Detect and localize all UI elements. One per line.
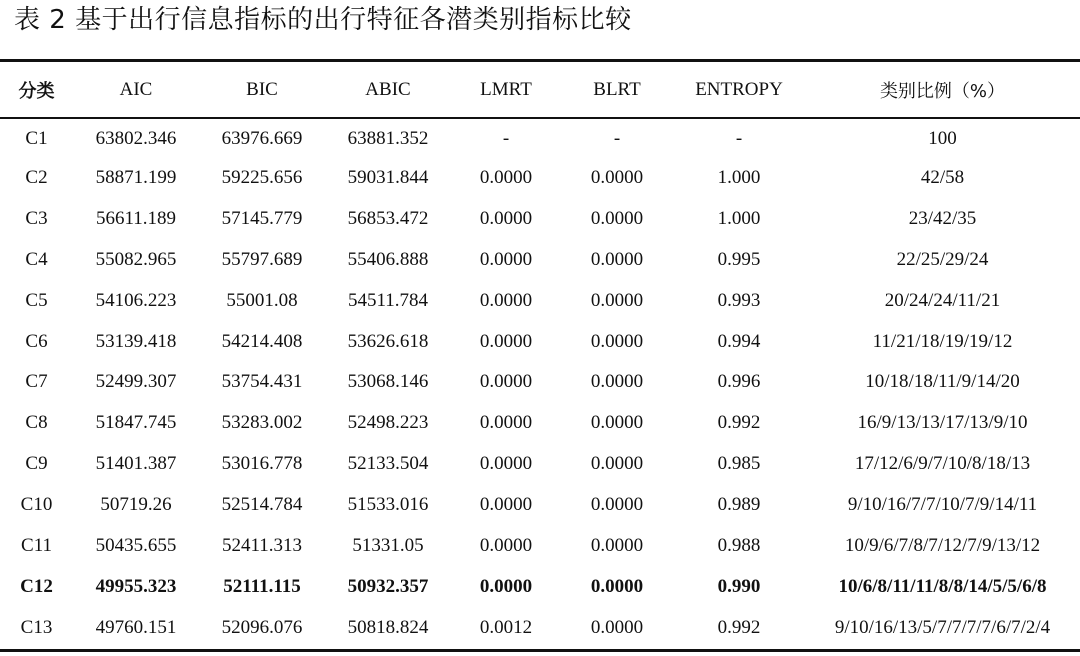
cell-blrt: 0.0000 (590, 534, 644, 556)
cell-aic: 52499.307 (95, 371, 177, 393)
header-class: 分类 (18, 80, 55, 102)
cell-abic: 52498.223 (347, 412, 429, 434)
cell-entropy: 1.000 (717, 208, 761, 230)
cell-lmrt: 0.0000 (479, 330, 533, 352)
table-header-row (0, 62, 1080, 117)
table-row (0, 485, 1080, 526)
cell-entropy: 0.993 (717, 289, 761, 311)
cell-abic: 53626.618 (347, 330, 429, 352)
cell-abic: 53068.146 (347, 371, 429, 393)
cell-lmrt: 0.0000 (479, 412, 533, 434)
cell-class: C11 (21, 534, 52, 556)
cell-blrt: 0.0000 (590, 208, 644, 230)
table-row (0, 240, 1080, 281)
cell-bic: 53754.431 (221, 371, 303, 393)
cell-abic: 55406.888 (347, 248, 429, 270)
header-abic: ABIC (365, 78, 411, 100)
cell-class: C10 (20, 494, 53, 516)
cell-blrt: 0.0000 (590, 167, 644, 189)
cell-abic: 52133.504 (347, 453, 429, 475)
cell-bic: 52096.076 (221, 616, 303, 638)
cell-bic: 52411.313 (221, 534, 303, 556)
cell-entropy: 1.000 (717, 167, 761, 189)
header-bic: BIC (246, 78, 278, 100)
cell-entropy: 0.992 (717, 616, 761, 638)
cell-lmrt: 0.0000 (479, 208, 533, 230)
cell-class: C13 (20, 616, 53, 638)
cell-lmrt: - (502, 127, 510, 149)
cell-blrt: 0.0000 (590, 289, 644, 311)
cell-abic: 63881.352 (347, 127, 429, 149)
cell-abic: 54511.784 (347, 289, 429, 311)
cell-abic: 51331.05 (352, 534, 424, 556)
cell-class-proportion: 11/21/18/19/19/12 (872, 330, 1013, 352)
latent-class-comparison-table (0, 62, 1080, 648)
table-row (0, 566, 1080, 607)
cell-class: C1 (25, 127, 48, 149)
table-row (0, 607, 1080, 648)
cell-class: C8 (25, 412, 48, 434)
cell-aic: 56611.189 (95, 208, 177, 230)
cell-bic: 59225.656 (221, 167, 303, 189)
cell-abic: 51533.016 (347, 494, 429, 516)
cell-bic: 55797.689 (221, 248, 303, 270)
cell-entropy: 0.989 (717, 494, 761, 516)
cell-aic: 49955.323 (95, 575, 177, 597)
header-class-proportion: 类别比例（%） (879, 80, 1006, 102)
cell-class: C3 (25, 208, 48, 230)
cell-lmrt: 0.0000 (479, 575, 533, 597)
cell-abic: 59031.844 (347, 167, 429, 189)
cell-class-proportion: 42/58 (920, 167, 965, 189)
table-row (0, 321, 1080, 362)
header-blrt: BLRT (593, 78, 641, 100)
cell-lmrt: 0.0000 (479, 248, 533, 270)
cell-class-proportion: 22/25/29/24 (896, 248, 989, 270)
cell-lmrt: 0.0000 (479, 453, 533, 475)
cell-entropy: 0.994 (717, 330, 761, 352)
cell-blrt: 0.0000 (590, 616, 644, 638)
cell-aic: 55082.965 (95, 248, 177, 270)
cell-class-proportion: 100 (928, 127, 957, 149)
cell-class: C5 (25, 289, 48, 311)
cell-entropy: 0.992 (717, 412, 761, 434)
cell-class-proportion: 20/24/24/11/21 (884, 289, 1001, 311)
cell-abic: 50932.357 (347, 575, 429, 597)
cell-blrt: 0.0000 (590, 453, 644, 475)
cell-blrt: 0.0000 (590, 248, 644, 270)
cell-class-proportion: 16/9/13/13/17/13/9/10 (857, 412, 1028, 434)
cell-bic: 63976.669 (221, 127, 303, 149)
table-row (0, 199, 1080, 240)
cell-blrt: 0.0000 (590, 494, 644, 516)
cell-lmrt: 0.0000 (479, 167, 533, 189)
cell-lmrt: 0.0000 (479, 494, 533, 516)
cell-aic: 50719.26 (100, 494, 172, 516)
cell-aic: 58871.199 (95, 167, 177, 189)
cell-class-proportion: 9/10/16/7/7/10/7/9/14/11 (847, 494, 1038, 516)
cell-class: C9 (25, 453, 48, 475)
cell-entropy: 0.985 (717, 453, 761, 475)
cell-blrt: 0.0000 (590, 371, 644, 393)
table-row (0, 117, 1080, 158)
cell-bic: 55001.08 (226, 289, 298, 311)
table-row (0, 444, 1080, 485)
cell-blrt: 0.0000 (590, 330, 644, 352)
cell-aic: 63802.346 (95, 127, 177, 149)
cell-blrt: 0.0000 (590, 575, 644, 597)
cell-entropy: 0.996 (717, 371, 761, 393)
header-entropy: ENTROPY (695, 78, 783, 100)
cell-lmrt: 0.0012 (479, 616, 533, 638)
cell-class: C6 (25, 330, 48, 352)
cell-entropy: - (735, 127, 743, 149)
table-row (0, 362, 1080, 403)
cell-class: C4 (25, 248, 48, 270)
cell-blrt: 0.0000 (590, 412, 644, 434)
cell-bic: 53283.002 (221, 412, 303, 434)
cell-aic: 50435.655 (95, 534, 177, 556)
cell-abic: 50818.824 (347, 616, 429, 638)
cell-aic: 51847.745 (95, 412, 177, 434)
header-lmrt: LMRT (480, 78, 532, 100)
cell-aic: 51401.387 (95, 453, 177, 475)
cell-entropy: 0.995 (717, 248, 761, 270)
cell-class-proportion: 9/10/16/13/5/7/7/7/7/6/7/2/4 (834, 616, 1051, 638)
cell-entropy: 0.990 (717, 575, 761, 597)
table-row (0, 280, 1080, 321)
cell-class-proportion: 23/42/35 (908, 208, 977, 230)
cell-lmrt: 0.0000 (479, 289, 533, 311)
table-bottom-rule (0, 649, 1080, 652)
cell-bic: 54214.408 (221, 330, 303, 352)
table-caption: 表 2 基于出行信息指标的出行特征各潜类别指标比较 (14, 5, 632, 35)
cell-class-proportion: 10/6/8/11/11/8/8/14/5/5/6/8 (838, 575, 1047, 597)
cell-aic: 54106.223 (95, 289, 177, 311)
table-row (0, 403, 1080, 444)
cell-aic: 53139.418 (95, 330, 177, 352)
cell-class-proportion: 10/9/6/7/8/7/12/7/9/13/12 (844, 534, 1041, 556)
cell-entropy: 0.988 (717, 534, 761, 556)
cell-blrt: - (613, 127, 621, 149)
cell-bic: 57145.779 (221, 208, 303, 230)
table-row (0, 525, 1080, 566)
cell-class-proportion: 17/12/6/9/7/10/8/18/13 (854, 453, 1031, 475)
cell-class: C12 (20, 575, 53, 597)
cell-bic: 52514.784 (221, 494, 303, 516)
cell-abic: 56853.472 (347, 208, 429, 230)
cell-class: C7 (25, 371, 48, 393)
cell-aic: 49760.151 (95, 616, 177, 638)
table-row (0, 158, 1080, 199)
cell-class: C2 (25, 167, 48, 189)
cell-bic: 52111.115 (223, 575, 301, 597)
cell-lmrt: 0.0000 (479, 534, 533, 556)
table-body (0, 117, 1080, 648)
header-aic: AIC (119, 78, 153, 100)
cell-lmrt: 0.0000 (479, 371, 533, 393)
cell-class-proportion: 10/18/18/11/9/14/20 (865, 371, 1020, 393)
cell-bic: 53016.778 (221, 453, 303, 475)
